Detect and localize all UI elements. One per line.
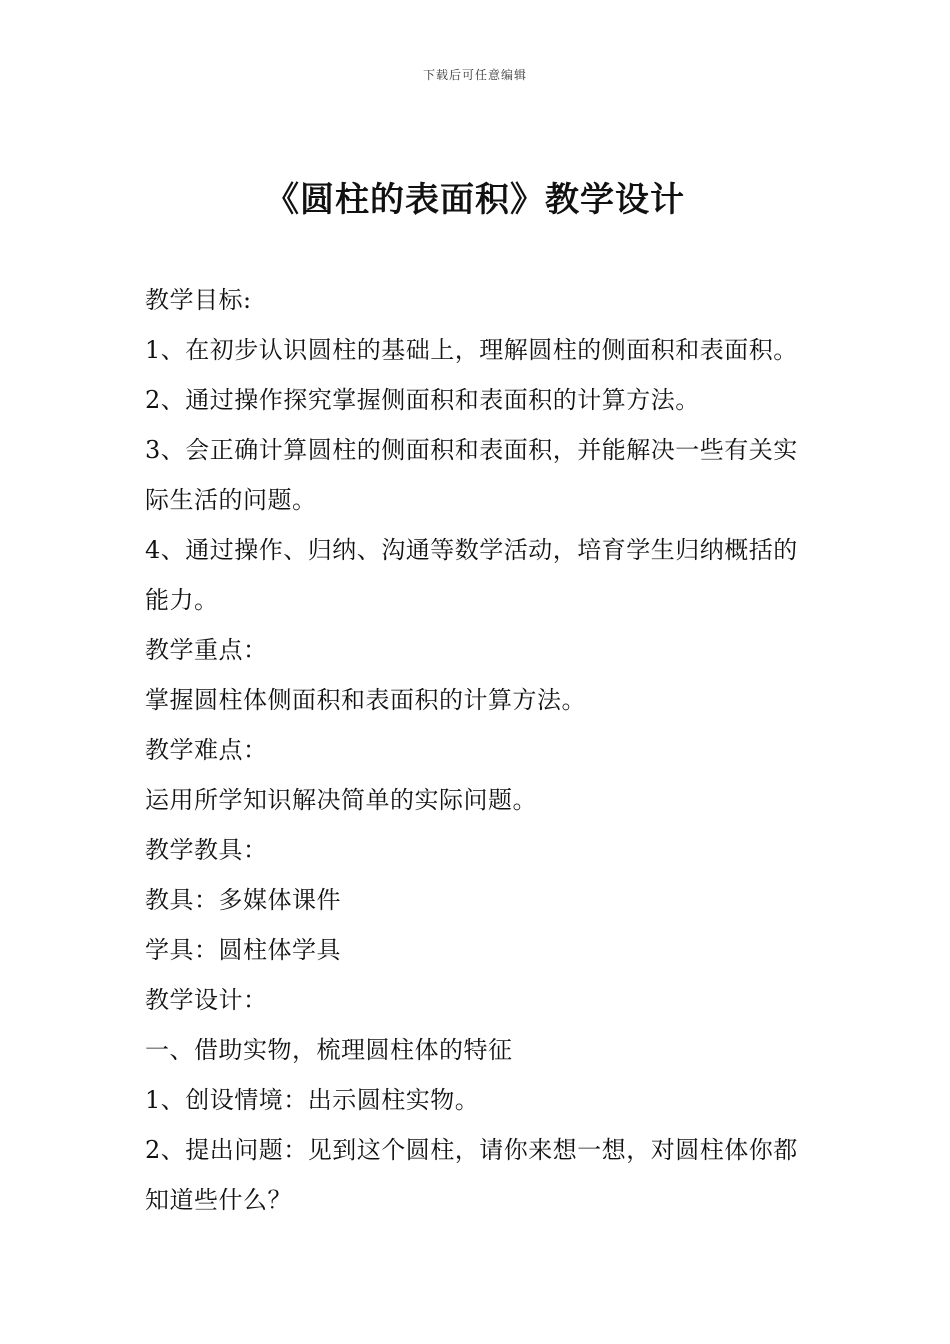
objective-item-3: 3、会正确计算圆柱的侧面积和表面积，并能解决一些有关实际生活的问题。: [145, 436, 798, 514]
section-heading-difficulties: 教学难点：: [145, 736, 268, 764]
objective-item-2: 2、通过操作探究掌握侧面积和表面积的计算方法。: [145, 386, 700, 414]
student-aids-text: 学具：圆柱体学具: [145, 936, 341, 964]
section-heading-key-points: 教学重点：: [145, 636, 268, 664]
document-title: 《圆柱的表面积》教学设计: [265, 180, 685, 220]
difficulties-text: 运用所学知识解决简单的实际问题。: [145, 786, 537, 814]
key-points-text: 掌握圆柱体侧面积和表面积的计算方法。: [145, 686, 586, 714]
objective-item-1: 1、在初步认识圆柱的基础上，理解圆柱的侧面积和表面积。: [145, 336, 798, 364]
objective-item-4: 4、通过操作、归纳、沟通等数学活动，培育学生归纳概括的能力。: [145, 536, 798, 614]
section-heading-design: 教学设计：: [145, 986, 268, 1014]
section-heading-objectives: 教学目标:: [145, 286, 252, 314]
section-heading-teaching-aids: 教学教具：: [145, 836, 268, 864]
teacher-aids-text: 教具：多媒体课件: [145, 886, 341, 914]
design-step-1: 1、创设情境：出示圆柱实物。: [145, 1086, 480, 1114]
document-body: [145, 275, 815, 1225]
design-step-2: 2、提出问题：见到这个圆柱，请你来想一想，对圆柱体你都知道些什么？: [145, 1136, 798, 1214]
design-part-1-heading: 一、借助实物，梳理圆柱体的特征: [145, 1036, 513, 1064]
header-note: 下载后可任意编辑: [422, 68, 527, 82]
